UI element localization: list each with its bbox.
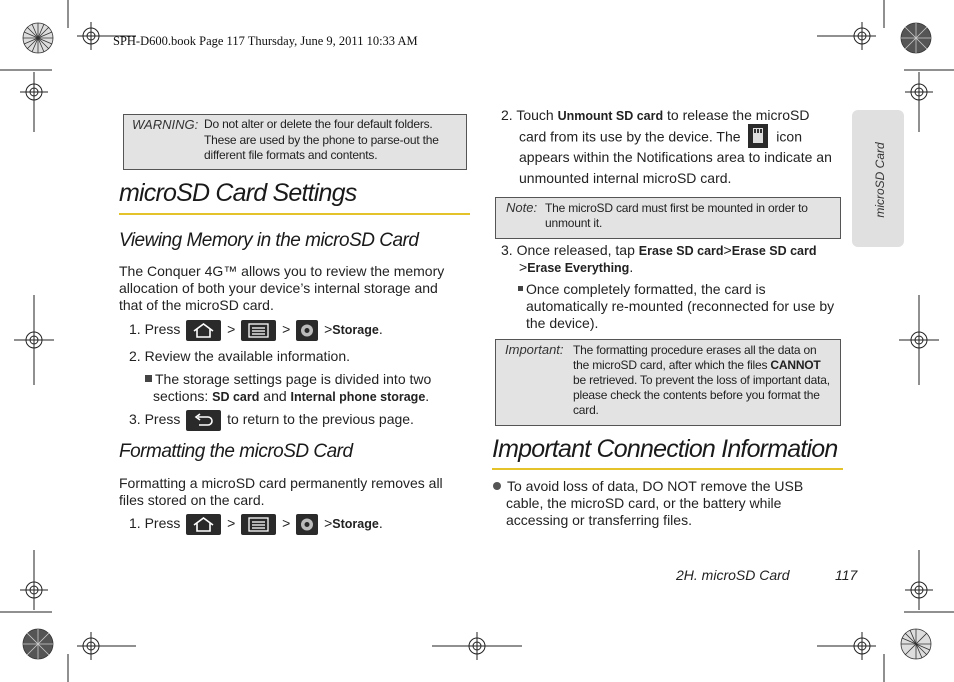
format-step-1 bbox=[129, 513, 383, 535]
internal-storage-section-label: Internal phone storage bbox=[290, 390, 426, 404]
sd-unmounted-icon bbox=[748, 124, 768, 148]
home-icon bbox=[186, 514, 221, 535]
note-line-1: The microSD card must first be mounted in order to bbox=[545, 201, 808, 215]
section-title-microsd-card-settings: microSD Card Settings bbox=[119, 179, 357, 207]
storage-option-label: Storage bbox=[332, 323, 379, 337]
bullet-line-2: sections: bbox=[153, 388, 209, 404]
note-label: Note: bbox=[506, 200, 538, 215]
note-line-2: unmount it. bbox=[545, 216, 603, 230]
connection-bullet bbox=[493, 478, 803, 529]
important-line-3: be retrieved. To prevent the loss of important data, bbox=[573, 373, 830, 387]
separator: > bbox=[227, 515, 236, 531]
important-line-5: card. bbox=[573, 403, 599, 417]
intro-line-1: Formatting a microSD card permanently removes all bbox=[119, 475, 443, 491]
step-number: 1. bbox=[129, 321, 141, 337]
menu-icon bbox=[241, 514, 276, 535]
period: . bbox=[629, 259, 634, 275]
bullet-line-1: To avoid loss of data, DO NOT remove the USB bbox=[507, 478, 804, 494]
section-title-important-connection: Important Connection Information bbox=[492, 435, 838, 463]
home-icon bbox=[186, 320, 221, 341]
erase-sd-card-label: Erase SD card bbox=[638, 244, 724, 258]
important-line-4: please check the contents before you format the bbox=[573, 388, 820, 402]
section-rule bbox=[119, 213, 470, 215]
step-text: to return to the previous page. bbox=[227, 411, 414, 427]
bullet-line-3: the device). bbox=[526, 315, 599, 331]
view-step-1 bbox=[129, 319, 383, 341]
period: . bbox=[425, 388, 430, 404]
step-touch-text: Touch bbox=[516, 107, 554, 123]
formatting-intro bbox=[119, 475, 443, 509]
bullet-line-1: Once completely formatted, the card is bbox=[526, 281, 766, 297]
footer-page-number: 117 bbox=[835, 567, 858, 583]
settings-gear-icon bbox=[296, 514, 318, 535]
step-press-text: Press bbox=[144, 411, 181, 427]
erase-sd-card-label-2: Erase SD card bbox=[731, 244, 817, 258]
warning-box bbox=[123, 114, 467, 170]
bullet-square bbox=[518, 286, 523, 291]
separator: > bbox=[723, 242, 732, 258]
intro-line-3: that of the microSD card. bbox=[119, 297, 274, 313]
step-number: 3. bbox=[129, 411, 141, 427]
step-text: card from its use by the device. The bbox=[519, 128, 741, 145]
erase-step-3-line-2 bbox=[519, 257, 633, 279]
separator: > bbox=[227, 321, 236, 337]
important-line-2 bbox=[573, 358, 821, 374]
bullet-square bbox=[145, 375, 152, 382]
bullet-line-2: cable, the microSD card, or the battery while bbox=[506, 495, 782, 511]
warning-line-3: different file formats and contents. bbox=[204, 148, 378, 162]
intro-line-1: The Conquer 4G™ allows you to review the memory bbox=[119, 263, 445, 279]
step-number: 2. bbox=[501, 107, 513, 123]
period: . bbox=[378, 515, 383, 531]
period: . bbox=[378, 321, 383, 337]
step-press-text: Press bbox=[144, 515, 181, 531]
book-header-line: SPH-D600.book Page 117 Thursday, June 9, 2011 10:33 AM bbox=[113, 34, 418, 48]
and-text: and bbox=[263, 388, 287, 404]
unmount-step-2-line-4: unmounted internal microSD card. bbox=[519, 170, 732, 186]
view-step-3 bbox=[129, 409, 414, 431]
step-number: 2. bbox=[129, 348, 141, 364]
important-line-2-text: the microSD card, after which the files bbox=[573, 358, 768, 372]
important-label: Important: bbox=[505, 342, 564, 357]
unmount-step-2-line-3: appears within the Notifications area to indicate an bbox=[519, 149, 832, 165]
footer-chapter: 2H. microSD Card bbox=[676, 567, 790, 583]
subsection-title-viewing-memory: Viewing Memory in the microSD Card bbox=[119, 230, 419, 251]
bullet-line-3: accessing or transferring files. bbox=[506, 512, 692, 528]
warning-line-2: These are used by the phone to parse-out the bbox=[204, 133, 439, 147]
step-press-text: Press bbox=[144, 321, 181, 337]
unmount-sd-card-label: Unmount SD card bbox=[557, 109, 664, 123]
menu-icon bbox=[241, 320, 276, 341]
step-text: Review the available information. bbox=[144, 348, 351, 364]
step-number: 3. bbox=[501, 242, 513, 258]
view-step-2 bbox=[129, 346, 350, 367]
storage-sections-bullet bbox=[145, 371, 431, 406]
note-box bbox=[495, 197, 841, 239]
remount-bullet bbox=[518, 281, 834, 332]
cannot-emphasis: CANNOT bbox=[770, 358, 821, 372]
warning-line-1: Do not alter or delete the four default folders. bbox=[204, 117, 433, 131]
important-box bbox=[495, 339, 841, 426]
intro-line-2: allocation of both your device’s internal storage and bbox=[119, 280, 438, 296]
separator: > bbox=[324, 321, 333, 337]
warning-label: WARNING: bbox=[132, 117, 199, 132]
separator: > bbox=[282, 321, 291, 337]
step-text: Once released, tap bbox=[516, 242, 635, 258]
separator: > bbox=[324, 515, 333, 531]
separator: > bbox=[282, 515, 291, 531]
step-text: icon bbox=[776, 128, 802, 145]
section-rule bbox=[492, 468, 843, 470]
sd-card-section-label: SD card bbox=[212, 390, 260, 404]
storage-option-label: Storage bbox=[332, 517, 379, 531]
bullet-dot bbox=[493, 482, 501, 490]
viewing-memory-intro bbox=[119, 263, 444, 314]
intro-line-2: files stored on the card. bbox=[119, 492, 265, 508]
bullet-line-1: The storage settings page is divided into two bbox=[155, 371, 432, 387]
important-line-1: The formatting procedure erases all the data on bbox=[573, 343, 817, 357]
side-chapter-tab-label: microSD Card bbox=[873, 142, 887, 218]
step-text: to release the microSD bbox=[667, 107, 810, 123]
step-number: 1. bbox=[129, 515, 141, 531]
back-icon bbox=[186, 410, 221, 431]
separator: > bbox=[519, 259, 528, 275]
settings-gear-icon bbox=[296, 320, 318, 341]
bullet-line-2: automatically re-mounted (reconnected for use by bbox=[526, 298, 835, 314]
erase-everything-label: Erase Everything bbox=[527, 261, 630, 275]
subsection-title-formatting: Formatting the microSD Card bbox=[119, 441, 353, 462]
